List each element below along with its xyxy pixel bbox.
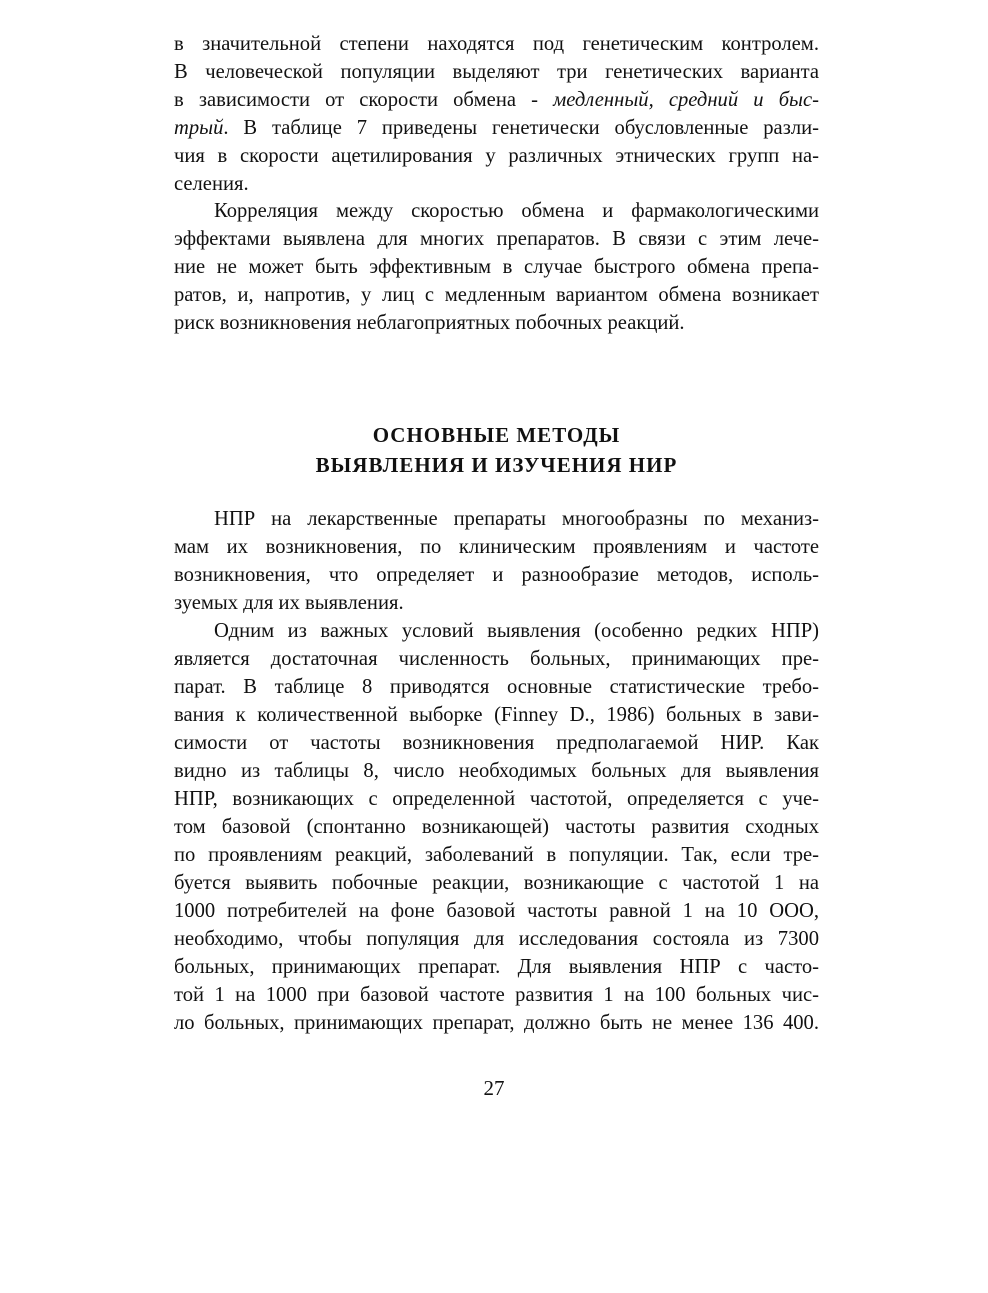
text-line: том базовой (спонтанно возникающей) частоты развития сходных [174,816,819,838]
text-line: парат. В таблице 8 приводятся основные статистические требо- [174,676,819,698]
text-line: Корреляция между скоростью обмена и фармакологическими [214,200,819,222]
section-heading [174,420,819,480]
text-line: эффектами выявлена для многих препаратов. В связи с этим лече- [174,228,819,250]
paragraph-correlation [174,197,819,337]
text-line: Одним из важных условий выявления (особенно редких НПР) [214,620,819,642]
text-run: в зависимости от скорости обмена - [174,89,554,111]
text-line: буется выявить побочные реакции, возникающие с частотой 1 на [174,872,819,894]
text-line: возникновения, что определяет и разнообразие методов, исполь- [174,564,819,586]
text-line: НПР на лекарственные препараты многообразны по механиз- [214,508,819,530]
text-line: является достаточная численность больных, принимающих пре- [174,648,819,670]
paragraph-methods-intro [174,505,819,617]
text-line [174,86,819,114]
italic-variants-text: медленный, средний и быс- [553,89,819,111]
text-line: больных, принимающих препарат. Для выявления НПР с часто- [174,956,819,978]
text-run: . В таблице 7 приведены генетически обусловленные разли- [223,117,819,139]
text-line: зуемых для их выявления. [174,592,404,614]
text-line: вания к количественной выборке (Finney D., 1986) больных в зави- [174,704,819,726]
text-line: видно из таблицы 8, число необходимых больных для выявления [174,760,819,782]
text-line: необходимо, чтобы популяция для исследования состояла из 7300 [174,928,819,950]
text-line: ратов, и, напротив, у лиц с медленным вариантом обмена возникает [174,284,819,306]
paragraph-genetic-variants [174,30,819,198]
text-line: ние не может быть эффективным в случае быстрого обмена препа- [174,256,819,278]
text-line [174,114,819,142]
text-line: НПР, возникающих с определенной частотой, определяется с уче- [174,788,819,810]
text-line: той 1 на 1000 при базовой частоте развития 1 на 100 больных чис- [174,984,819,1006]
text-line: мам их возникновения, по клиническим проявлениям и частоте [174,536,819,558]
text-line: селения. [174,173,249,195]
text-line: в значительной степени находятся под генетическим контролем. [174,33,819,55]
heading-line-1: ОСНОВНЫЕ МЕТОДЫ [372,423,621,447]
page-number: 27 [483,1076,505,1100]
text-line: риск возникновения неблагоприятных побочных реакций. [174,312,685,334]
text-line: по проявлениям реакций, заболеваний в популяции. Так, если тре- [174,844,819,866]
paragraph-sample-size [174,617,819,1037]
text-line: 1000 потребителей на фоне базовой частоты равной 1 на 10 ООО, [174,900,819,922]
text-line: чия в скорости ацетилирования у различных этнических групп на- [174,145,819,167]
text-line: В человеческой популяции выделяют три генетических варианта [174,61,819,83]
text-line: симости от частоты возникновения предполагаемой НИР. Как [174,732,819,754]
italic-variants-text-end: трый [174,117,224,139]
text-line: ло больных, принимающих препарат, должно быть не менее 136 400. [174,1012,819,1034]
heading-line-2: ВЫЯВЛЕНИЯ И ИЗУЧЕНИЯ НИР [315,453,678,477]
